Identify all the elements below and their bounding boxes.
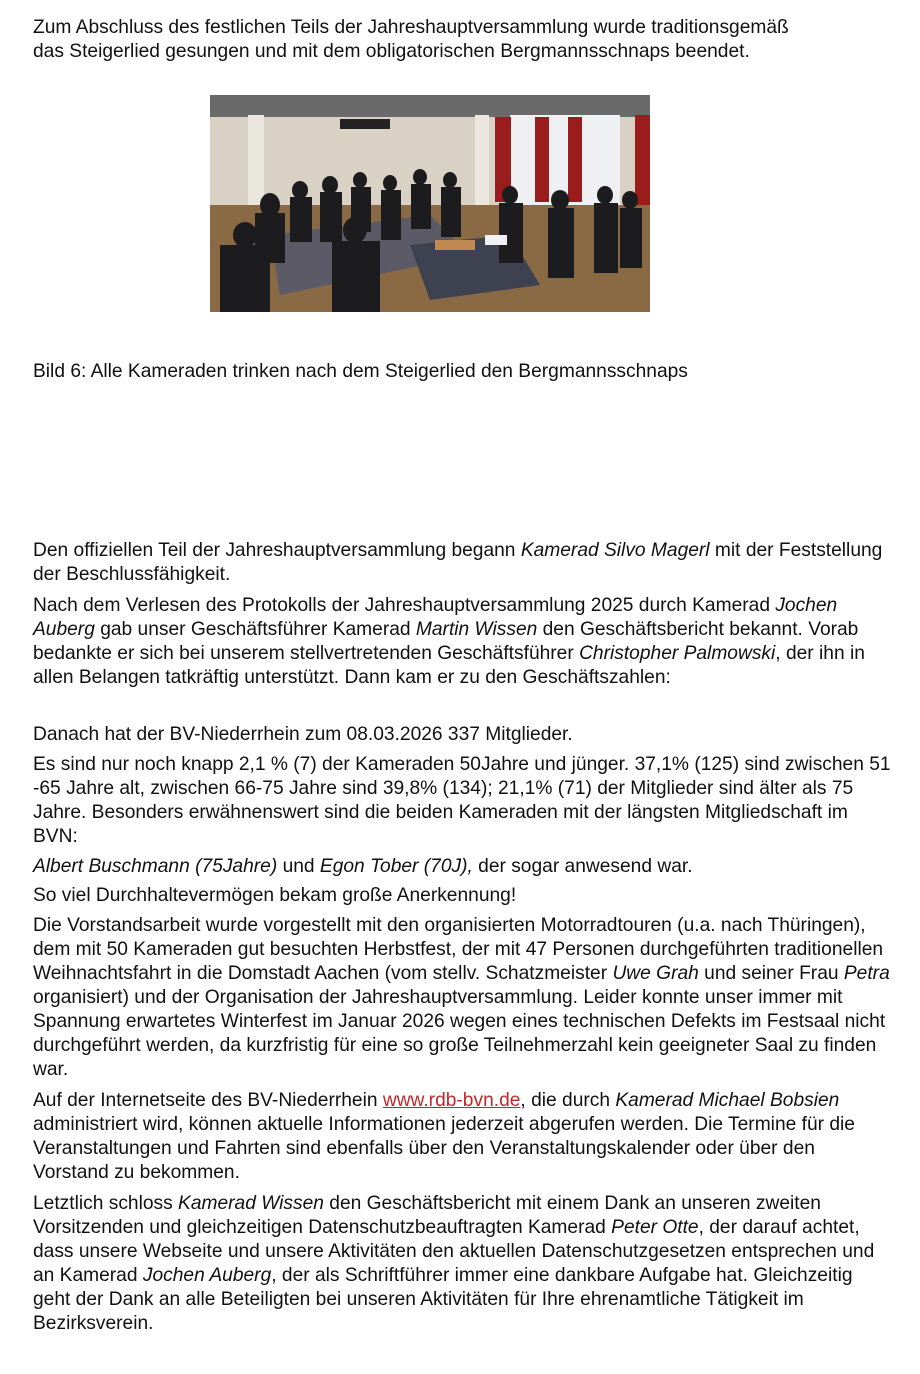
text: administriert wird, können aktuelle Informationen jederzeit abgerufen werden. Die Termine für die Veranstaltungen und Fahrten sind ebenfalls über den Veranstaltungskalender oder über den Vorstand zu bekommen. (33, 1114, 855, 1183)
paragraph-recognition: So viel Durchhaltevermögen bekam große Anerkennung! (33, 885, 517, 906)
text: gab unser Geschäftsführer Kamerad (94, 619, 416, 640)
text: und (277, 856, 320, 877)
text: , der darauf achtet, dass unsere Webseite und unsere Aktivitäten den aktuellen Datenschutzgesetzen entsprechen und an Kamerad (33, 1217, 875, 1286)
paragraph-age-statistics: Es sind nur noch knapp 2,1 % (7) der Kameraden 50Jahre und jünger. 37,1% (125) sind zwischen 51 -65 Jahre alt, zwischen 66-75 Jahre sind 39,8% (134); 21,1% (71) der Mitglieder sind älter als 75 Jahre. Besonders erwähnenswert sind die beiden Kameraden mit der längsten Mitgliedschaft im BVN: (33, 754, 891, 847)
person-name: Uwe Grah (612, 963, 699, 984)
text: mit der Feststellung der Beschlussfähigkeit. (33, 540, 883, 585)
text: Die Vorstandsarbeit wurde vorgestellt mit den organisierten Motorradtouren (u.a. nach Thüringen), dem mit 50 Kameraden gut besuchten Herbstfest, der mit 47 Personen durchgeführten traditionellen Weihnachtsfahrt in die Domstadt Aachen (vom stellv. Schatzmeister (33, 915, 884, 984)
text: , die durch (520, 1090, 616, 1111)
paragraph-board-work (33, 914, 893, 1082)
text: den Geschäftsbericht bekannt. Vorab bedankte er sich bei unserem stellvertretenden Geschäftsführer (33, 619, 859, 664)
person-name: Martin Wissen (415, 619, 538, 640)
text: , der ihn in allen Belangen tatkräftig unterstützt. Dann kam er zu den Geschäftszahlen: (33, 643, 865, 688)
paragraph-member-count: Danach hat der BV-Niederrhein zum 08.03.2026 337 Mitglieder. (33, 724, 573, 745)
text: der sogar anwesend war. (472, 856, 693, 877)
person-name: Christopher Palmowski (579, 643, 776, 664)
intro-paragraph (33, 16, 893, 64)
paragraph-longest-members (33, 855, 893, 879)
text: Nach dem Verlesen des Protokolls der Jahreshauptversammlung 2025 durch Kamerad (33, 595, 776, 616)
text: Den offiziellen Teil der Jahreshauptversammlung begann (33, 540, 521, 561)
paragraph-opening (33, 539, 893, 587)
person-name: Albert Buschmann (75Jahre) (33, 856, 278, 877)
intro-line-1: Zum Abschluss des festlichen Teils der Jahreshauptversammlung wurde traditionsgemäß (33, 17, 789, 38)
paragraph-website (33, 1089, 893, 1185)
figure-caption: Bild 6: Alle Kameraden trinken nach dem Steigerlied den Bergmannsschnaps (33, 361, 688, 382)
website-link[interactable]: www.rdb-bvn.de (382, 1090, 521, 1111)
text: organisiert) und der Organisation der Jahreshauptversammlung. Leider konnte unser immer mit Spannung erwartetes Winterfest im Januar 2026 wegen eines technischen Defekts im Festsaal nicht durchgeführt werden, da kurzfristig für eine so große Teilnehmerzahl kein geeigneter Saal zu finden war. (33, 987, 886, 1080)
text: den Geschäftsbericht mit einem Dank an unseren zweiten Vorsitzenden und gleichzeitigen Datenschutzbeauftragten Kamerad (33, 1193, 821, 1238)
text: , der als Schriftführer immer eine dankbare Aufgabe hat. Gleichzeitig geht der Dank an alle Beteiligten bei unseren Aktivitäten für Ihre ehrenamtliche Tätigkeit im Bezirksverein. (33, 1265, 853, 1334)
paragraph-closing (33, 1192, 893, 1336)
person-name: Kamerad Silvo Magerl (520, 540, 710, 561)
paragraph-protocol (33, 594, 893, 690)
person-name: Peter Otte (611, 1217, 699, 1238)
person-name: Kamerad Michael Bobsien (615, 1090, 840, 1111)
assembly-photo-drawing (210, 95, 650, 312)
person-name: Petra (843, 963, 890, 984)
intro-line-2: das Steigerlied gesungen und mit dem obligatorischen Bergmannsschnaps beendet. (33, 41, 750, 62)
text: Letztlich schloss (33, 1193, 179, 1214)
text: und seiner Frau (698, 963, 844, 984)
person-name: Jochen Auberg (142, 1265, 272, 1286)
assembly-photo (210, 95, 650, 312)
person-name: Jochen Auberg (33, 595, 838, 640)
text: Auf der Internetseite des BV-Niederrhein (33, 1090, 383, 1111)
person-name: Kamerad Wissen (178, 1193, 324, 1214)
person-name: Egon Tober (70J), (319, 856, 473, 877)
